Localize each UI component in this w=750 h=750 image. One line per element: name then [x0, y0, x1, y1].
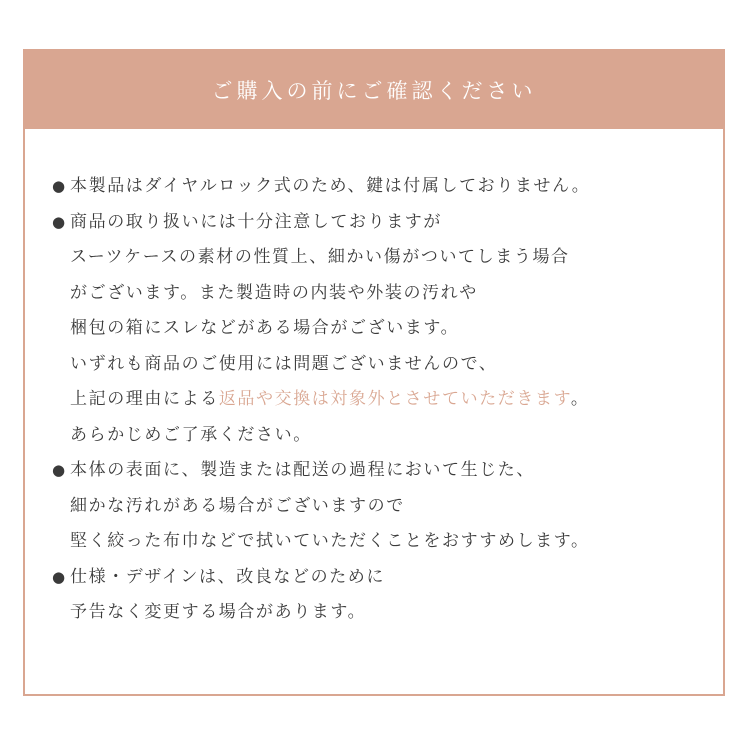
notice-item-dial-lock [52, 169, 712, 205]
return-policy-suffix: 。 [570, 389, 590, 409]
notice-line: 本製品はダイヤルロック式のため、鍵は付属しておりません。 [70, 176, 591, 196]
notice-line: 予告なく変更する場合があります。 [70, 602, 367, 622]
notice-item-surface [52, 453, 712, 560]
notice-line: いずれも商品のご使用には問題ございませんので、 [70, 353, 498, 374]
notice-line: がございます。また製造時の内装や外装の汚れや [70, 282, 478, 303]
notice-line: 梱包の箱にスレなどがある場合がございます。 [70, 318, 460, 338]
notice-header [25, 51, 723, 129]
bullet-icon: ● [52, 567, 67, 586]
bullet-icon: ● [52, 177, 67, 195]
notice-box [23, 49, 725, 696]
notice-line: 堅く絞った布巾などで拭いていただくことをおすすめします。 [70, 531, 590, 551]
notice-line-return-policy [70, 382, 589, 418]
notice-line: スーツケースの素材の性質上、細かい傷がついてしまう場合 [70, 247, 570, 267]
notice-item-spec-change [52, 560, 712, 631]
return-policy-highlight: 返品や交換は対象外とさせていただきます [218, 389, 571, 409]
notice-item-handling [52, 205, 712, 454]
notice-line: 仕様・デザインは、改良などのために [70, 566, 386, 587]
bullet-icon: ● [52, 212, 67, 231]
notice-list [52, 169, 712, 631]
bullet-icon: ● [52, 461, 67, 479]
notice-line: 本体の表面に、製造または配送の過程において生じた、 [70, 460, 535, 480]
notice-title: ご購入の前にご確認ください [211, 79, 537, 103]
notice-line: 商品の取り扱いには十分注意しておりますが [70, 211, 442, 232]
return-policy-prefix: 上記の理由による [70, 389, 219, 409]
notice-line: 細かな汚れがある場合がございますので [70, 495, 405, 516]
notice-line: あらかじめご了承ください。 [70, 424, 312, 445]
